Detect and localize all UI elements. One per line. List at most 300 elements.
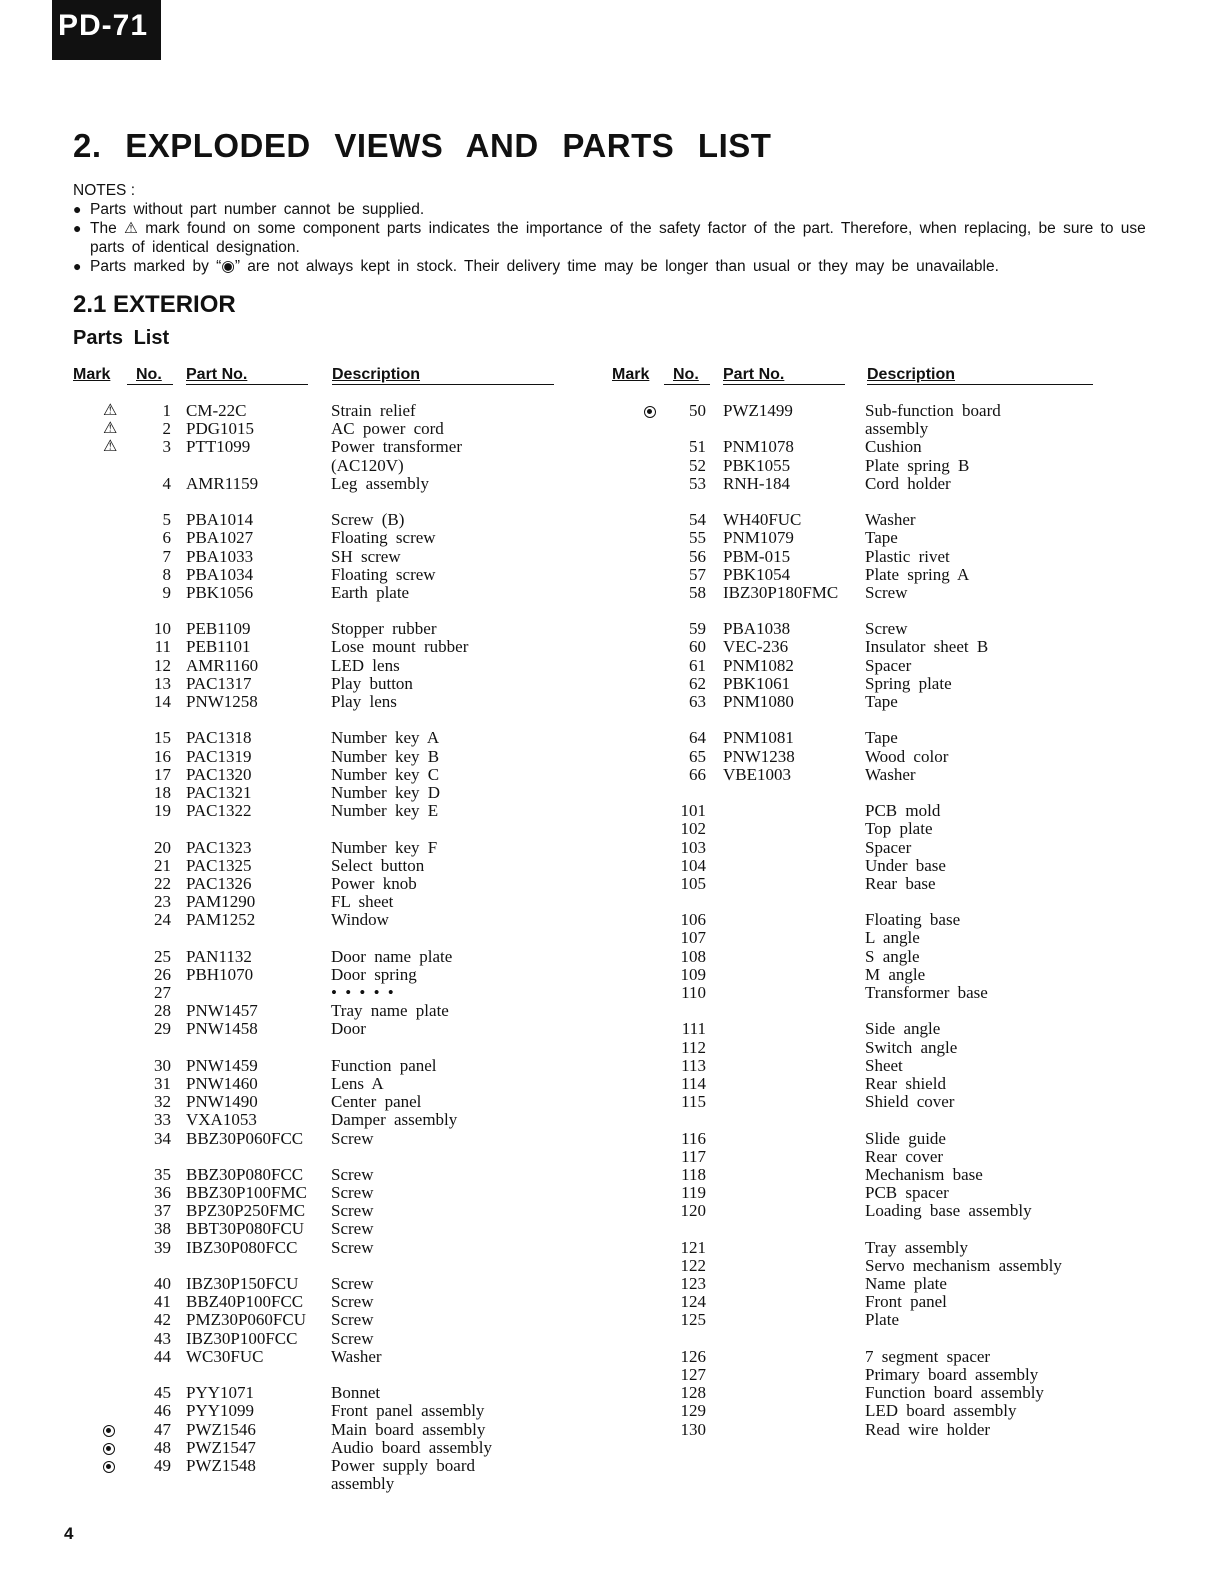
part-description: Servo mechanism assembly bbox=[865, 1255, 1062, 1275]
table-row bbox=[600, 729, 1225, 747]
part-number-index: 101 bbox=[680, 801, 706, 821]
part-description: Shield cover bbox=[865, 1092, 955, 1112]
table-row bbox=[0, 1002, 600, 1020]
table-row bbox=[0, 784, 600, 802]
table-row bbox=[0, 1275, 600, 1293]
spacer-row bbox=[600, 893, 1225, 911]
part-number-index: 126 bbox=[680, 1346, 706, 1366]
table-row bbox=[0, 1311, 600, 1329]
part-number: PNM1081 bbox=[723, 728, 794, 748]
part-description: Play button bbox=[331, 673, 413, 693]
part-number: IBZ30P150FCU bbox=[186, 1274, 299, 1293]
part-number-index: 17 bbox=[154, 764, 171, 784]
header-rule bbox=[723, 384, 845, 385]
part-number-index: 119 bbox=[681, 1183, 706, 1203]
part-number-index: 104 bbox=[680, 855, 706, 875]
table-row bbox=[600, 1148, 1225, 1166]
table-row bbox=[600, 1020, 1225, 1038]
table-row bbox=[0, 529, 600, 547]
part-description: Play lens bbox=[331, 692, 397, 711]
part-number: PNW1460 bbox=[186, 1073, 258, 1093]
notes-label: NOTES : bbox=[73, 182, 136, 199]
part-number: BBZ30P100FMC bbox=[186, 1183, 307, 1203]
part-number-index: 114 bbox=[681, 1073, 706, 1093]
part-description: LED board assembly bbox=[865, 1401, 1017, 1421]
header-rule bbox=[867, 384, 1093, 385]
part-number-index: 7 bbox=[162, 546, 171, 566]
part-description: • • • • • bbox=[331, 983, 394, 1002]
part-number: PYY1099 bbox=[186, 1401, 255, 1421]
part-number-index: 128 bbox=[680, 1383, 706, 1403]
header-description: Description bbox=[332, 366, 421, 383]
part-number-index: 10 bbox=[154, 619, 171, 639]
header-mark: Mark bbox=[612, 366, 650, 383]
table-row bbox=[600, 1057, 1225, 1075]
table-row bbox=[0, 1111, 600, 1129]
spacer-row bbox=[600, 784, 1225, 802]
part-number: IBZ30P180FMC bbox=[723, 582, 839, 602]
header-part-no: Part No. bbox=[186, 366, 248, 383]
spacer-row bbox=[600, 493, 1225, 511]
table-row bbox=[0, 638, 600, 656]
part-number-index: 54 bbox=[689, 510, 706, 530]
part-description: assembly bbox=[865, 419, 929, 439]
note-item: ● Parts without part number cannot be supplied. bbox=[73, 200, 1153, 219]
part-description: Screw bbox=[331, 1292, 374, 1312]
spacer-row bbox=[600, 1330, 1225, 1348]
table-row bbox=[600, 675, 1225, 693]
part-number-index: 124 bbox=[680, 1292, 706, 1312]
part-number-index: 29 bbox=[154, 1019, 171, 1039]
part-number: PWZ1548 bbox=[186, 1455, 256, 1475]
part-number-index: 66 bbox=[689, 764, 706, 784]
part-number: WH40FUC bbox=[723, 510, 802, 530]
table-row bbox=[600, 1348, 1225, 1366]
part-description: Name plate bbox=[865, 1274, 947, 1293]
part-description: Function panel bbox=[331, 1055, 437, 1075]
table-row bbox=[0, 1202, 600, 1220]
part-number: PNM1079 bbox=[723, 528, 794, 548]
part-number-index: 22 bbox=[154, 873, 171, 893]
part-number-index: 103 bbox=[680, 837, 706, 857]
part-description: Number key F bbox=[331, 837, 438, 857]
part-number-index: 18 bbox=[154, 782, 171, 802]
part-description: Lose mount rubber bbox=[331, 637, 469, 657]
table-row bbox=[0, 1457, 600, 1475]
part-number-index: 38 bbox=[154, 1219, 171, 1239]
spacer-row bbox=[0, 1257, 600, 1275]
table-row bbox=[600, 1130, 1225, 1148]
part-number: PAM1290 bbox=[186, 892, 256, 912]
part-description: Power transformer bbox=[331, 437, 462, 457]
circled-dot-icon bbox=[103, 1457, 115, 1475]
spacer-row bbox=[0, 929, 600, 947]
part-description: Switch angle bbox=[865, 1037, 958, 1057]
part-number-index: 108 bbox=[680, 946, 706, 966]
part-number-index: 41 bbox=[154, 1292, 171, 1312]
table-row bbox=[0, 1220, 600, 1238]
part-number: PBA1034 bbox=[186, 564, 254, 584]
model-tab bbox=[52, 0, 161, 60]
part-description: LED lens bbox=[331, 655, 400, 675]
part-description: AC power cord bbox=[331, 419, 444, 439]
part-description: Plate spring B bbox=[865, 455, 970, 475]
part-description: Tray name plate bbox=[331, 1001, 449, 1021]
part-description: Screw bbox=[331, 1274, 374, 1293]
part-number-index: 21 bbox=[154, 855, 171, 875]
part-description: Cord holder bbox=[865, 473, 951, 493]
table-row bbox=[600, 1402, 1225, 1420]
circled-dot-icon bbox=[644, 402, 656, 420]
table-row bbox=[0, 457, 600, 475]
table-row bbox=[0, 584, 600, 602]
spacer-row bbox=[0, 1148, 600, 1166]
part-number-index: 1 bbox=[162, 401, 171, 420]
part-description: Spacer bbox=[865, 837, 912, 857]
part-description: Tape bbox=[865, 692, 898, 711]
table-row bbox=[0, 1166, 600, 1184]
part-number-index: 115 bbox=[681, 1092, 706, 1112]
table-row bbox=[0, 566, 600, 584]
part-description: Number key A bbox=[331, 728, 440, 748]
part-number: CM-22C bbox=[186, 401, 247, 420]
table-row bbox=[600, 657, 1225, 675]
table-row bbox=[0, 657, 600, 675]
part-description: Read wire holder bbox=[865, 1419, 991, 1439]
part-description: Door bbox=[331, 1019, 366, 1039]
part-number-index: 113 bbox=[681, 1055, 706, 1075]
part-number-index: 63 bbox=[689, 692, 706, 711]
parts-list-title: Parts List bbox=[73, 327, 170, 349]
table-row bbox=[0, 548, 600, 566]
part-description: Front panel assembly bbox=[331, 1401, 485, 1421]
note-item: ● The ⚠ mark found on some component parts indicates the importance of the safety factor of the part. Therefore, when replacing, be sure to use parts of identical designation. bbox=[73, 219, 1153, 257]
part-description: Loading base assembly bbox=[865, 1201, 1032, 1221]
part-description: Sheet bbox=[865, 1055, 903, 1075]
header-mark: Mark bbox=[73, 366, 111, 383]
part-number-index: 120 bbox=[680, 1201, 706, 1221]
notes-section bbox=[73, 181, 1153, 276]
table-row bbox=[0, 420, 600, 438]
part-description: 7 segment spacer bbox=[865, 1346, 991, 1366]
spacer-row bbox=[0, 820, 600, 838]
table-row bbox=[600, 1239, 1225, 1257]
part-number: PMZ30P060FCU bbox=[186, 1310, 306, 1330]
table-row bbox=[600, 948, 1225, 966]
part-number: WC30FUC bbox=[186, 1346, 264, 1366]
part-number-index: 34 bbox=[154, 1128, 171, 1148]
part-number-index: 39 bbox=[154, 1237, 171, 1257]
table-row bbox=[600, 1421, 1225, 1439]
part-description: Tray assembly bbox=[865, 1237, 969, 1257]
part-number-index: 24 bbox=[154, 910, 171, 930]
part-number: PAC1323 bbox=[186, 837, 252, 857]
part-number-index: 110 bbox=[681, 983, 706, 1002]
table-row bbox=[600, 402, 1225, 420]
part-description: Window bbox=[331, 910, 389, 930]
part-number: RNH-184 bbox=[723, 473, 791, 493]
part-description: L angle bbox=[865, 928, 920, 948]
part-description: S angle bbox=[865, 946, 920, 966]
table-row bbox=[0, 748, 600, 766]
spacer-row bbox=[600, 1002, 1225, 1020]
part-number-index: 12 bbox=[154, 655, 171, 675]
part-number: PAC1321 bbox=[186, 782, 252, 802]
table-row bbox=[600, 1366, 1225, 1384]
part-description: Stopper rubber bbox=[331, 619, 437, 639]
part-description: Screw bbox=[331, 1219, 374, 1239]
part-number-index: 32 bbox=[154, 1092, 171, 1112]
part-number-index: 16 bbox=[154, 746, 171, 766]
table-row bbox=[600, 839, 1225, 857]
part-description: Washer bbox=[865, 510, 916, 530]
part-number-index: 58 bbox=[689, 582, 706, 602]
part-number-index: 127 bbox=[680, 1364, 706, 1384]
table-row bbox=[0, 984, 600, 1002]
part-number: VBE1003 bbox=[723, 764, 791, 784]
table-row bbox=[600, 475, 1225, 493]
part-number-index: 129 bbox=[680, 1401, 706, 1421]
part-number: VXA1053 bbox=[186, 1110, 257, 1130]
part-number-index: 46 bbox=[154, 1401, 171, 1421]
part-description: Plate spring A bbox=[865, 564, 970, 584]
header-rule bbox=[332, 384, 554, 385]
table-row bbox=[600, 1184, 1225, 1202]
part-number: PAC1326 bbox=[186, 873, 252, 893]
table-row bbox=[0, 620, 600, 638]
part-number-index: 50 bbox=[689, 401, 706, 420]
part-description: Screw bbox=[331, 1201, 374, 1221]
part-number: PNW1258 bbox=[186, 692, 258, 711]
part-number-index: 36 bbox=[154, 1183, 171, 1203]
part-description: Leg assembly bbox=[331, 473, 429, 493]
part-description: Door name plate bbox=[331, 946, 453, 966]
section-title: 2.1 EXTERIOR bbox=[73, 291, 236, 318]
table-row bbox=[600, 1257, 1225, 1275]
part-number-index: 6 bbox=[162, 528, 171, 548]
part-number-index: 5 bbox=[162, 510, 171, 530]
table-row bbox=[0, 857, 600, 875]
part-number: PEB1101 bbox=[186, 637, 251, 657]
table-row bbox=[600, 820, 1225, 838]
part-number-index: 31 bbox=[154, 1073, 171, 1093]
part-description: Screw bbox=[331, 1164, 374, 1184]
part-number-index: 51 bbox=[689, 437, 706, 457]
part-description: Strain relief bbox=[331, 401, 416, 420]
spacer-row bbox=[0, 602, 600, 620]
part-number: PAN1132 bbox=[186, 946, 252, 966]
part-description: Slide guide bbox=[865, 1128, 946, 1148]
table-row bbox=[0, 875, 600, 893]
table-row bbox=[0, 1348, 600, 1366]
part-number-index: 121 bbox=[680, 1237, 706, 1257]
table-row bbox=[0, 693, 600, 711]
part-number: PAM1252 bbox=[186, 910, 256, 930]
part-description: (AC120V) bbox=[331, 455, 404, 475]
part-number-index: 33 bbox=[154, 1110, 171, 1130]
part-number-index: 106 bbox=[680, 910, 706, 930]
model-label: PD-71 bbox=[58, 9, 149, 42]
part-number-index: 64 bbox=[689, 728, 706, 748]
part-number: PBK1061 bbox=[723, 673, 791, 693]
part-number-index: 60 bbox=[689, 637, 706, 657]
part-number: PBA1033 bbox=[186, 546, 254, 566]
warning-triangle-icon: ⚠ bbox=[103, 438, 118, 456]
table-row bbox=[600, 457, 1225, 475]
part-number: PAC1318 bbox=[186, 728, 252, 748]
table-row bbox=[600, 548, 1225, 566]
header-rule bbox=[186, 384, 308, 385]
part-description: Insulator sheet B bbox=[865, 637, 989, 657]
part-description: Screw bbox=[331, 1128, 374, 1148]
part-number-index: 2 bbox=[162, 419, 171, 439]
table-row bbox=[0, 1402, 600, 1420]
part-number-index: 23 bbox=[154, 892, 171, 912]
part-number: PNM1078 bbox=[723, 437, 794, 457]
part-description: Number key D bbox=[331, 782, 441, 802]
table-row bbox=[600, 1202, 1225, 1220]
table-row bbox=[0, 729, 600, 747]
part-number: PBK1056 bbox=[186, 582, 254, 602]
page-title: 2. EXPLODED VIEWS AND PARTS LIST bbox=[73, 127, 772, 164]
part-description: Under base bbox=[865, 855, 946, 875]
part-number-index: 130 bbox=[680, 1419, 706, 1439]
part-number-index: 35 bbox=[154, 1164, 171, 1184]
part-number-index: 102 bbox=[680, 819, 706, 839]
part-description: PCB mold bbox=[865, 801, 941, 821]
part-description: Floating base bbox=[865, 910, 961, 930]
part-description: FL sheet bbox=[331, 892, 394, 912]
part-number-index: 43 bbox=[154, 1328, 171, 1348]
part-number-index: 47 bbox=[154, 1419, 171, 1439]
part-description: Mechanism base bbox=[865, 1164, 983, 1184]
table-row bbox=[0, 1020, 600, 1038]
part-description: Rear shield bbox=[865, 1073, 946, 1093]
table-row bbox=[600, 966, 1225, 984]
part-description: Spacer bbox=[865, 655, 912, 675]
part-description: Center panel bbox=[331, 1092, 422, 1112]
part-description: assembly bbox=[331, 1474, 395, 1494]
part-number: PNW1457 bbox=[186, 1001, 258, 1021]
part-number: IBZ30P100FCC bbox=[186, 1328, 298, 1348]
header-description: Description bbox=[867, 366, 956, 383]
part-description: Top plate bbox=[865, 819, 933, 839]
part-number-index: 8 bbox=[162, 564, 171, 584]
part-number: PWZ1546 bbox=[186, 1419, 256, 1439]
part-number: PTT1099 bbox=[186, 437, 251, 457]
table-row bbox=[600, 984, 1225, 1002]
part-description: Function board assembly bbox=[865, 1383, 1044, 1403]
part-description: Door spring bbox=[331, 964, 417, 984]
part-description: Rear base bbox=[865, 873, 936, 893]
part-description: SH screw bbox=[331, 546, 401, 566]
table-row bbox=[0, 1075, 600, 1093]
table-row bbox=[600, 875, 1225, 893]
table-row bbox=[0, 893, 600, 911]
part-description: Screw (B) bbox=[331, 510, 405, 530]
part-description: Transformer base bbox=[865, 983, 988, 1002]
table-row bbox=[0, 948, 600, 966]
part-number-index: 44 bbox=[154, 1346, 171, 1366]
table-row bbox=[600, 584, 1225, 602]
circled-dot-icon bbox=[103, 1439, 115, 1457]
part-number-index: 118 bbox=[681, 1164, 706, 1184]
table-row bbox=[0, 1330, 600, 1348]
part-description: Side angle bbox=[865, 1019, 941, 1039]
part-number: PBK1055 bbox=[723, 455, 791, 475]
header-part-no: Part No. bbox=[723, 366, 785, 383]
part-number: PWZ1547 bbox=[186, 1437, 256, 1457]
part-number-index: 123 bbox=[680, 1274, 706, 1293]
part-number-index: 37 bbox=[154, 1201, 171, 1221]
table-row bbox=[0, 1475, 600, 1493]
part-description: Audio board assembly bbox=[331, 1437, 492, 1457]
part-number-index: 4 bbox=[162, 473, 171, 493]
part-number-index: 14 bbox=[154, 692, 171, 711]
part-number-index: 19 bbox=[154, 801, 171, 821]
part-description: Rear cover bbox=[865, 1146, 944, 1166]
part-number: PWZ1499 bbox=[723, 401, 793, 420]
table-row bbox=[600, 911, 1225, 929]
part-description: Floating screw bbox=[331, 528, 436, 548]
table-row bbox=[0, 1293, 600, 1311]
table-row bbox=[0, 402, 600, 420]
part-number: PNW1458 bbox=[186, 1019, 258, 1039]
part-description: Primary board assembly bbox=[865, 1364, 1039, 1384]
part-description: Cushion bbox=[865, 437, 922, 457]
spacer-row bbox=[0, 711, 600, 729]
table-row bbox=[600, 802, 1225, 820]
part-description: Sub-function board bbox=[865, 401, 1001, 420]
table-row bbox=[600, 420, 1225, 438]
part-number: PBA1014 bbox=[186, 510, 254, 530]
part-description: Spring plate bbox=[865, 673, 952, 693]
part-description: Main board assembly bbox=[331, 1419, 486, 1439]
part-description: Tape bbox=[865, 528, 898, 548]
part-description: PCB spacer bbox=[865, 1183, 949, 1203]
part-description: Screw bbox=[331, 1183, 374, 1203]
table-row bbox=[600, 1311, 1225, 1329]
part-number: PBH1070 bbox=[186, 964, 254, 984]
header-no: No. bbox=[673, 366, 699, 383]
part-number-index: 9 bbox=[162, 582, 171, 602]
part-description: Plate bbox=[865, 1310, 899, 1330]
part-number: PNW1459 bbox=[186, 1055, 258, 1075]
part-number-index: 27 bbox=[154, 983, 171, 1002]
table-row bbox=[600, 1093, 1225, 1111]
part-number-index: 55 bbox=[689, 528, 706, 548]
part-number: PBM-015 bbox=[723, 546, 791, 566]
part-description: Number key C bbox=[331, 764, 440, 784]
part-number: VEC-236 bbox=[723, 637, 789, 657]
part-number-index: 28 bbox=[154, 1001, 171, 1021]
page-number: 4 bbox=[64, 1524, 74, 1543]
part-number-index: 107 bbox=[680, 928, 706, 948]
spacer-row bbox=[0, 493, 600, 511]
part-number-index: 25 bbox=[154, 946, 171, 966]
table-row bbox=[0, 766, 600, 784]
part-number-index: 3 bbox=[162, 437, 171, 457]
part-number-index: 65 bbox=[689, 746, 706, 766]
part-number: AMR1159 bbox=[186, 473, 259, 493]
spacer-row bbox=[0, 1366, 600, 1384]
part-number-index: 26 bbox=[154, 964, 171, 984]
header-rule bbox=[664, 384, 710, 385]
table-row bbox=[0, 475, 600, 493]
warning-triangle-icon: ⚠ bbox=[103, 402, 118, 419]
part-number: PAC1319 bbox=[186, 746, 252, 766]
part-number: PAC1317 bbox=[186, 673, 252, 693]
